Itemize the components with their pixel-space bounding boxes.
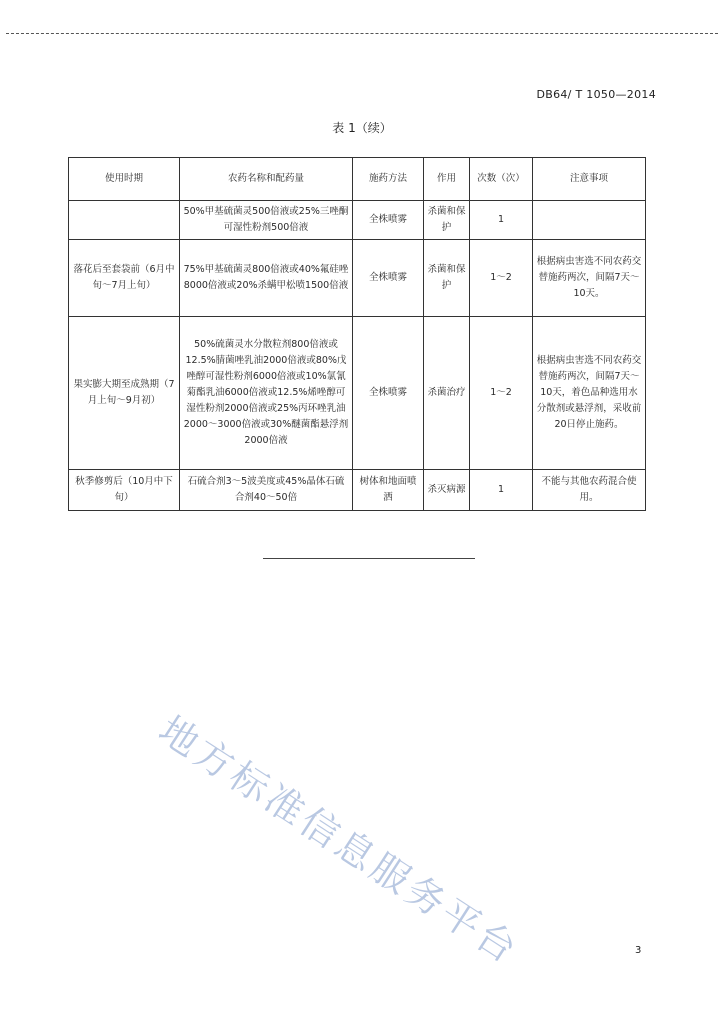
page-number: 3 [635, 945, 642, 956]
standard-code: DB64/ T 1050—2014 [536, 88, 656, 101]
cell-period [69, 201, 180, 240]
cell-pesticide: 50%甲基硫菌灵500倍液或25%三唑酮可湿性粉剂500倍液 [180, 201, 353, 240]
cell-notes: 根据病虫害选不同农药交替施药两次，间隔7天～10天。 [533, 240, 646, 317]
watermark: 地方标准信息服务平台 [151, 707, 528, 974]
cell-times: 1～2 [470, 317, 533, 470]
column-header-times: 次数（次） [470, 158, 533, 201]
column-header-period: 使用时期 [69, 158, 180, 201]
table-row [69, 317, 646, 470]
cell-method: 全株喷雾 [353, 201, 424, 240]
table-header-row [69, 158, 646, 201]
cell-effect: 杀灭病源 [424, 470, 470, 511]
column-header-effect: 作用 [424, 158, 470, 201]
end-rule [263, 558, 475, 559]
cell-times: 1～2 [470, 240, 533, 317]
column-header-pesticide: 农药名称和配药量 [180, 158, 353, 201]
cell-period: 秋季修剪后（10月中下旬） [69, 470, 180, 511]
cell-method: 全株喷雾 [353, 317, 424, 470]
cell-pesticide: 50%硫菌灵水分散粒剂800倍液或12.5%腈菌唑乳油2000倍液或80%戊唑醇可湿性粉剂6000倍液或10%氯氰菊酯乳油6000倍液或12.5%烯唑醇可湿性粉剂2000倍液或25%丙环唑乳油2000～3000倍液或30%醚菌酯悬浮剂2000倍液 [180, 317, 353, 470]
cell-times: 1 [470, 201, 533, 240]
top-dashed-rule [6, 33, 718, 34]
cell-notes [533, 201, 646, 240]
cell-period: 果实膨大期至成熟期（7月上旬～9月初） [69, 317, 180, 470]
table-title: 表 1（续） [332, 121, 392, 135]
cell-effect: 杀菌治疗 [424, 317, 470, 470]
cell-times: 1 [470, 470, 533, 511]
cell-effect: 杀菌和保护 [424, 240, 470, 317]
pesticide-table [68, 157, 646, 511]
cell-notes: 根据病虫害选不同农药交替施药两次，间隔7天～10天，着色品种选用水分散剂或悬浮剂，采收前20日停止施药。 [533, 317, 646, 470]
table-row [69, 240, 646, 317]
column-header-method: 施药方法 [353, 158, 424, 201]
cell-notes: 不能与其他农药混合使用。 [533, 470, 646, 511]
cell-effect: 杀菌和保护 [424, 201, 470, 240]
cell-period: 落花后至套袋前（6月中旬～7月上旬） [69, 240, 180, 317]
cell-method: 全株喷雾 [353, 240, 424, 317]
cell-method: 树体和地面喷洒 [353, 470, 424, 511]
cell-pesticide: 75%甲基硫菌灵800倍液或40%氟硅唑8000倍液或20%杀螨甲松喷1500倍液 [180, 240, 353, 317]
table-row [69, 470, 646, 511]
table-row [69, 201, 646, 240]
column-header-notes: 注意事项 [533, 158, 646, 201]
cell-pesticide: 石硫合剂3～5波美度或45%晶体石硫合剂40～50倍 [180, 470, 353, 511]
